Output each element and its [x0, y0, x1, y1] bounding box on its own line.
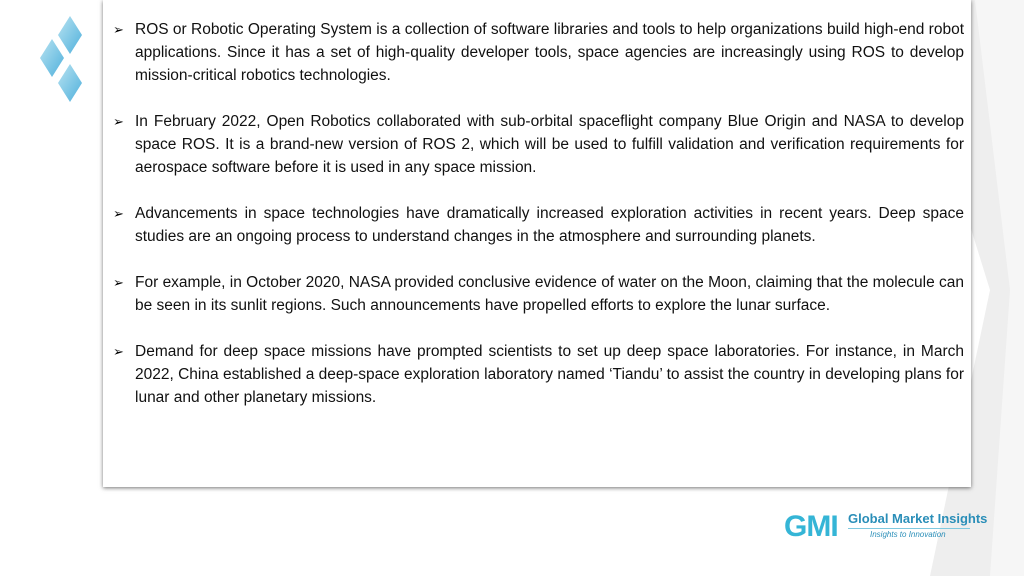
content-card — [103, 0, 971, 487]
bullet-text: Demand for deep space missions have prompted scientists to set up deep space laboratories. For instance, in March 2022, China established a deep-space exploration laboratory named ‘Tiandu’ to assist the country in developing plans for lunar and other planetary missions. — [135, 343, 964, 406]
bullet-item — [113, 202, 964, 248]
bullet-item — [113, 18, 964, 87]
bullet-text: In February 2022, Open Robotics collaborated with sub-orbital spaceflight company Blue Origin and NASA to develop space ROS. It is a brand-new version of ROS 2, which will be used to fulfill validation and verification requirements for aerospace software before it is used in any space mission. — [135, 113, 964, 176]
arrow-bullet-icon: ➢ — [113, 22, 124, 37]
bullet-text: For example, in October 2020, NASA provided conclusive evidence of water on the Moon, claiming that the molecule can be seen in its sunlit regions. Such announcements have propelled efforts to explore the lunar surface. — [135, 274, 964, 314]
bullet-item — [113, 340, 964, 409]
arrow-bullet-icon: ➢ — [113, 275, 124, 290]
diamond-cluster-icon — [36, 14, 86, 108]
diamond-shape — [58, 16, 82, 54]
arrow-bullet-icon: ➢ — [113, 114, 124, 129]
logo-tagline: Insights to Innovation — [870, 530, 946, 539]
logo-mark: GMI — [784, 510, 838, 543]
bullet-text: Advancements in space technologies have dramatically increased exploration activities in recent years. Deep space studies are an ongoing process to understand changes in the atmosphere and surrounding planets. — [135, 205, 964, 245]
logo-divider — [848, 528, 970, 529]
bullet-item — [113, 110, 964, 179]
diamond-shape — [58, 64, 82, 102]
logo-company-name: Global Market Insights — [848, 511, 988, 526]
diamond-shape — [40, 39, 64, 77]
arrow-bullet-icon: ➢ — [113, 344, 124, 359]
bullet-text: ROS or Robotic Operating System is a collection of software libraries and tools to help organizations build high-end robot applications. Since it has a set of high-quality developer tools, space agencies are increasingly using ROS to develop mission-critical robotics technologies. — [135, 21, 964, 84]
bullet-item — [113, 271, 964, 317]
gmi-logo — [784, 508, 988, 548]
arrow-bullet-icon: ➢ — [113, 206, 124, 221]
